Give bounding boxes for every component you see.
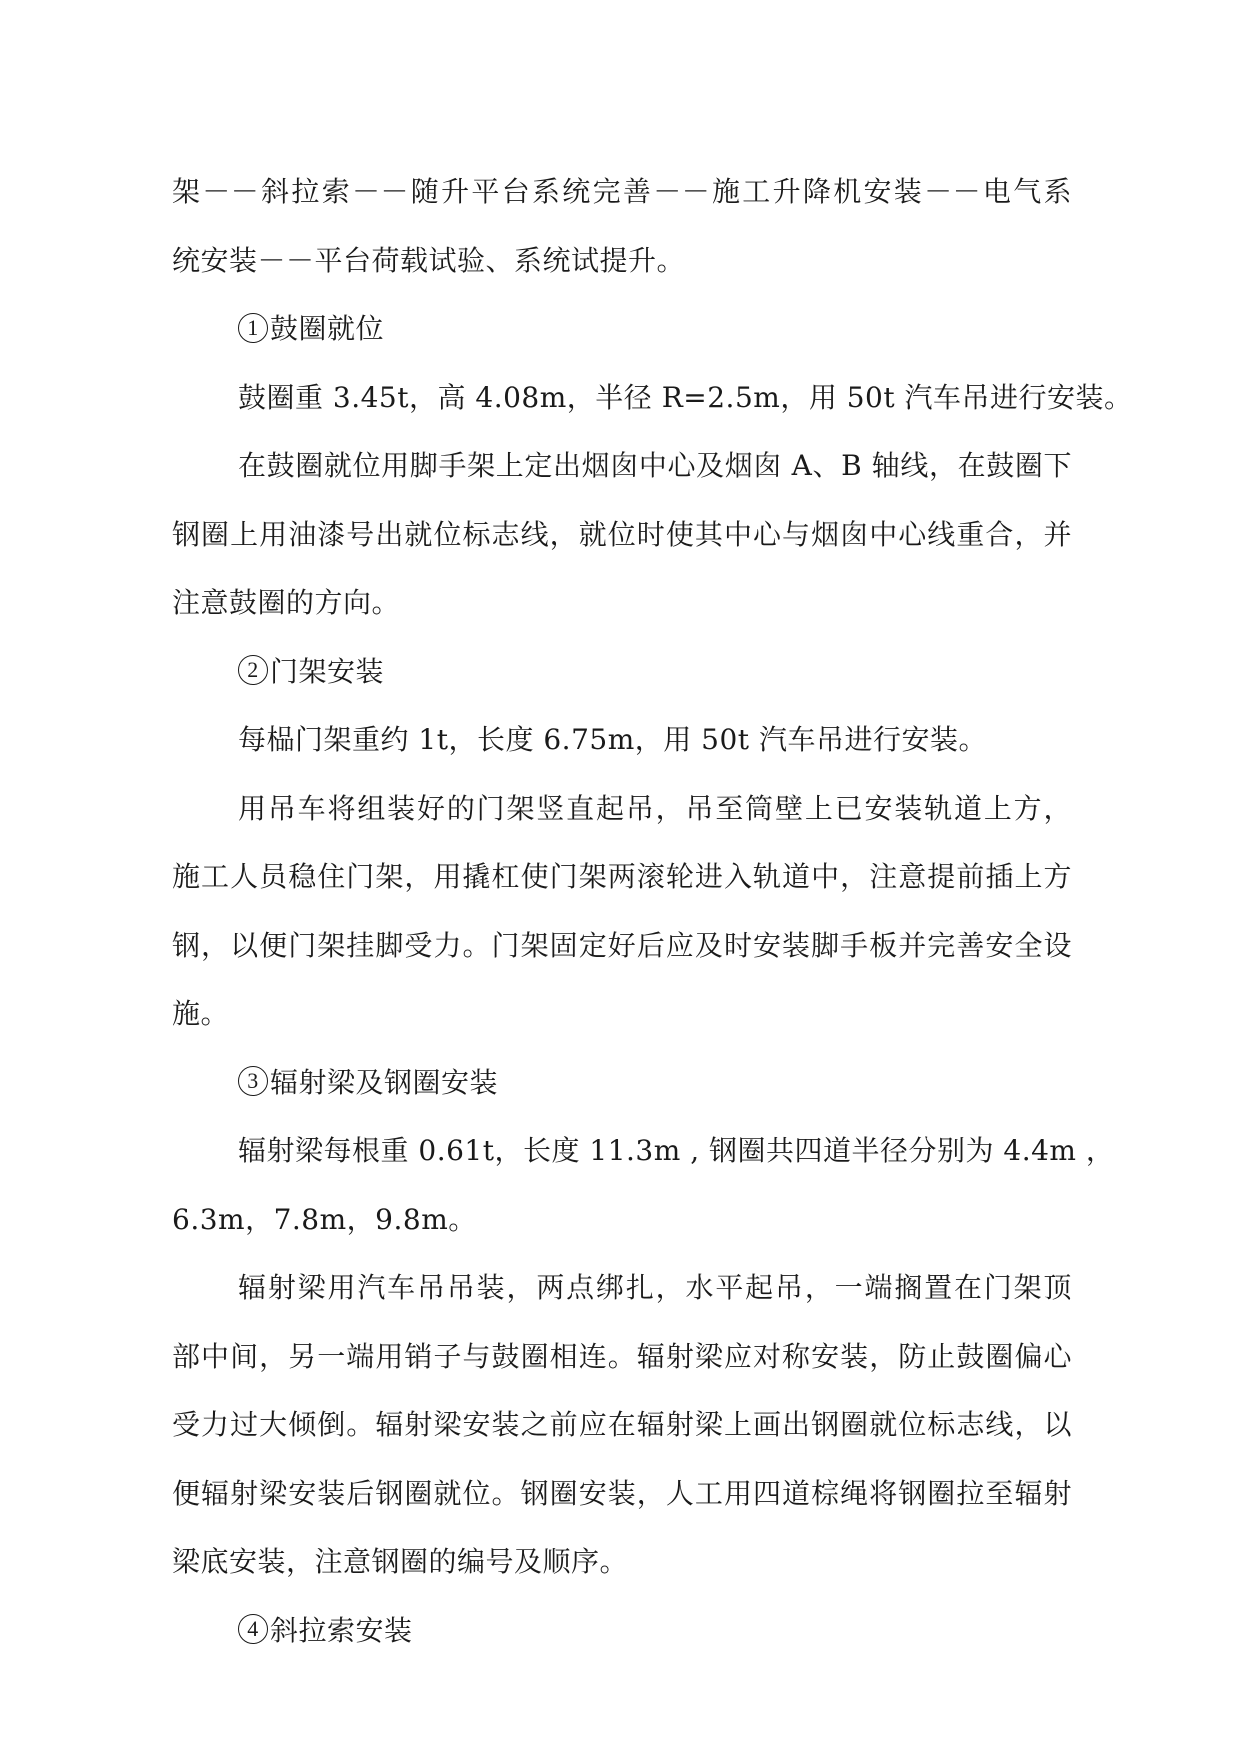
- text-line: 部中间，另一端用销子与鼓圈相连。辐射梁应对称安装，防止鼓圈偏心: [172, 1339, 1072, 1373]
- text-line: 用吊车将组装好的门架竖直起吊，吊至筒壁上已安装轨道上方，: [238, 791, 1072, 825]
- circled-number: 2: [238, 655, 268, 685]
- text-line: 注意鼓圈的方向。: [172, 586, 401, 619]
- circled-number: 1: [238, 313, 268, 343]
- document-body: [172, 158, 1133, 1665]
- text-line: 辐射梁每根重 0.61t，长度 11.3m , 钢圈共四道半径分别为 4.4m ，: [238, 1134, 1115, 1167]
- section-heading: [172, 1597, 1072, 1666]
- text-line: 受力过大倾倒。辐射梁安装之前应在辐射梁上画出钢圈就位标志线，以: [172, 1408, 1072, 1441]
- text-line: 钢圈上用油漆号出就位标志线，就位时使其中心与烟囱中心线重合，并: [172, 517, 1072, 551]
- text-line: 每榀门架重约 1t，长度 6.75m，用 50t 汽车吊进行安装。: [238, 723, 987, 756]
- circled-number: 3: [238, 1066, 268, 1096]
- text-line: 6.3m，7.8m，9.8m。: [172, 1202, 477, 1236]
- heading-text: 鼓圈就位: [270, 312, 385, 345]
- text-line: 便辐射梁安装后钢圈就位。钢圈安装，人工用四道棕绳将钢圈拉至辐射: [172, 1476, 1072, 1510]
- heading-text: 门架安装: [270, 654, 385, 688]
- section-heading: [172, 638, 1072, 707]
- heading-text: 辐射梁及钢圈安装: [270, 1065, 499, 1099]
- text-line: 梁底安装，注意钢圈的编号及顺序。: [172, 1545, 629, 1578]
- text-line: 鼓圈重 3.45t，高 4.08m，半径 R=2.5m，用 50t 汽车吊进行安装。: [238, 380, 1133, 414]
- text-line: 施。: [172, 997, 230, 1030]
- circled-number: 4: [238, 1614, 268, 1644]
- heading-text: 斜拉索安装: [270, 1613, 413, 1647]
- text-line: 统安装－－平台荷载试验、系统试提升。: [172, 243, 686, 277]
- text-line: 在鼓圈就位用脚手架上定出烟囱中心及烟囱 A、B 轴线，在鼓圈下: [238, 449, 1072, 482]
- text-line: 辐射梁用汽车吊吊装，两点绑扎，水平起吊，一端搁置在门架顶: [238, 1271, 1072, 1304]
- section-heading: [172, 1049, 1072, 1118]
- text-line: 钢，以便门架挂脚受力。门架固定好后应及时安装脚手板并完善安全设: [172, 928, 1072, 962]
- text-line: 施工人员稳住门架，用撬杠使门架两滚轮进入轨道中，注意提前插上方: [172, 860, 1072, 893]
- section-heading: [172, 295, 1072, 364]
- text-line: 架－－斜拉索－－随升平台系统完善－－施工升降机安装－－电气系: [172, 175, 1072, 208]
